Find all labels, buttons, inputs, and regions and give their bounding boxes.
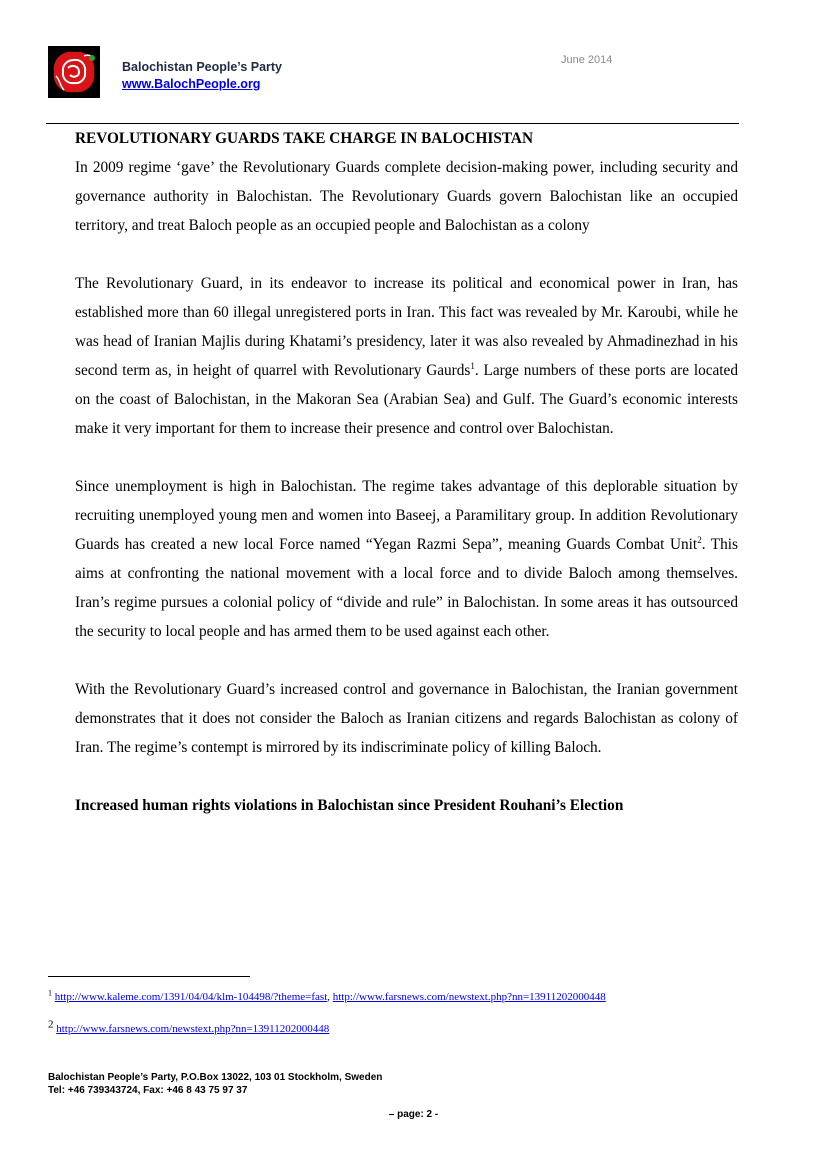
footnote-1-link-kaleme[interactable]: http://www.kaleme.com/1391/04/04/klm-104498/?theme=fast bbox=[54, 991, 328, 1003]
page-number: – page: 2 - bbox=[388, 1109, 439, 1120]
footnote-ref-1[interactable]: 1 bbox=[470, 360, 475, 371]
paragraph-2-tail: . Large numbers of these ports are located on the coast of Balochistan, in the Makoran Sea (Arabian Sea) and Gulf. The Guard’s economic interests make it very important for them to increase their presence and control over Balochistan. bbox=[75, 362, 738, 437]
paragraph-1-text: In 2009 regime ‘gave’ the Revolutionary Guards complete decision-making power, including security and governance authority in Balochistan. The Revolutionary Guards govern Balochistan like an occupied territory, and treat Baloch people as an occupied people and Balochistan as a colony bbox=[75, 159, 738, 234]
paragraph-2-text: The Revolutionary Guard, in its endeavor to increase its political and economical power in Iran, has established more than 60 illegal unregistered ports in Iran. This fact was revealed by Mr. Karoubi, while he was head of Iranian Majlis during Khatami’s presidency, later it was also revealed by Ahmadinezhad in his second term as, in height of quarrel with Revolutionary Gaurds bbox=[75, 275, 738, 379]
paragraph-4-text: With the Revolutionary Guard’s increased control and governance in Balochistan, the Iranian government demonstrates that it does not consider the Baloch as Iranian citizens and regards Balochistan as colony of Iran. The regime’s contempt is mirrored by its indiscriminate policy of killing Baloch. bbox=[75, 681, 738, 756]
paragraph-3 bbox=[75, 472, 738, 646]
paragraph-3-tail: . This aims at confronting the national movement with a local force and to divide Baloch among themselves. Iran’s regime pursues a colonial policy of “divide and rule” in Balochistan. In some areas it has outsourced the security to local people and has armed them to be used against each other. bbox=[75, 536, 738, 640]
document-title: REVOLUTIONARY GUARDS TAKE CHARGE IN BALOCHISTAN bbox=[75, 130, 533, 147]
page-footer bbox=[48, 1071, 382, 1097]
footer-contact: Tel: +46 739343724, Fax: +46 8 43 75 97 37 bbox=[48, 1085, 248, 1096]
document-date: June 2014 bbox=[561, 54, 613, 66]
paragraph-1 bbox=[75, 153, 738, 240]
footnote-1 bbox=[48, 988, 606, 1003]
red-rose-logo-icon bbox=[48, 46, 100, 98]
party-logo bbox=[48, 46, 100, 98]
paragraph-4 bbox=[75, 675, 738, 762]
paragraph-3-text: Since unemployment is high in Balochistan. The regime takes advantage of this deplorable situation by recruiting unemployed young men and women into Baseej, a Paramilitary group. In addition Revolutionary Guards has created a new local Force named “Yegan Razmi Sepa”, meaning Guards Combat Unit bbox=[75, 478, 738, 553]
footnote-2-number: 2 bbox=[48, 1018, 54, 1031]
section-subheading: Increased human rights violations in Balochistan since President Rouhani’s Election bbox=[75, 797, 624, 814]
footnote-2 bbox=[48, 1018, 330, 1035]
footnote-2-link-farsnews[interactable]: http://www.farsnews.com/newstext.php?nn=13911202000448 bbox=[56, 1023, 330, 1035]
footnote-1-number: 1 bbox=[48, 988, 52, 998]
footnote-1-separator: , bbox=[327, 991, 333, 1003]
footnote-ref-2[interactable]: 2 bbox=[697, 534, 702, 545]
footnote-divider bbox=[48, 976, 250, 977]
paragraph-2 bbox=[75, 269, 738, 443]
organization-name: Balochistan People’s Party bbox=[122, 60, 283, 74]
footnote-1-link-farsnews[interactable]: http://www.farsnews.com/newstext.php?nn=13911202000448 bbox=[332, 991, 606, 1003]
document-body bbox=[75, 124, 738, 820]
footer-address: Balochistan People’s Party, P.O.Box 13022, 103 01 Stockholm, Sweden bbox=[48, 1072, 383, 1083]
website-link[interactable]: www.BalochPeople.org bbox=[122, 77, 261, 91]
